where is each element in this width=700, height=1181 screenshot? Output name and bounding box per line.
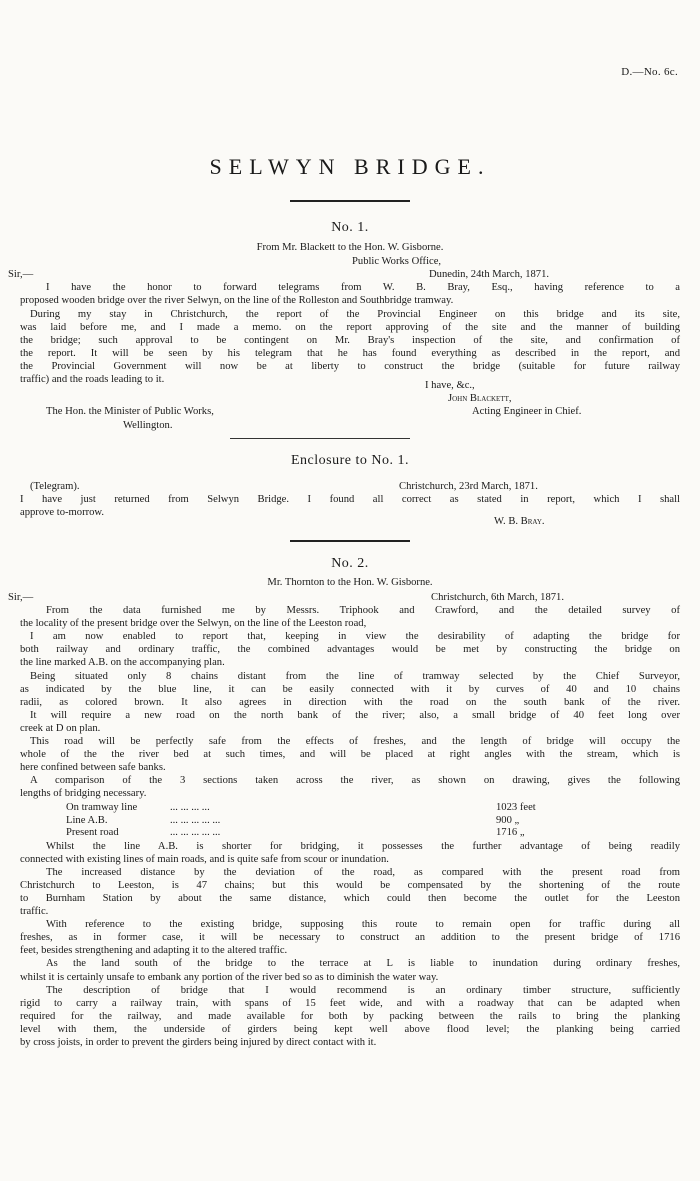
title-divider [290, 200, 410, 202]
paragraph-line: proposed wooden bridge over the river Selwyn, on the line of the Rolleston and Southbridge tramway. [20, 295, 454, 306]
paragraph-line: required for the railway, and made available for both by packing between the rails to bring the planking [20, 1010, 680, 1022]
place-date-enclosure: Christchurch, 23rd March, 1871. [399, 481, 538, 492]
table-cell-value: 1716 „ [496, 827, 525, 838]
salutation-no2: Sir,— [8, 592, 34, 603]
table-cell-label: Line A.B. [66, 814, 108, 826]
table-cell-label: On tramway line [66, 802, 138, 813]
signer-name: John Blackett, [448, 393, 512, 404]
paragraph-line: traffic) and the roads leading to it. [20, 374, 165, 385]
place-date-no2: Christchurch, 6th March, 1871. [431, 592, 564, 603]
table-cell-leader: ... ... ... ... ... [170, 827, 221, 838]
addressee-line: The Hon. the Minister of Public Works, [46, 406, 214, 417]
section-heading-enclosure: Enclosure to No. 1. [291, 453, 409, 468]
paragraph-line: both railway and ordinary traffic, the combined advantages would be met by constructing the bridge on [20, 644, 680, 656]
paragraph-line: to Burnham Station by about the same distance, which could then become the outlet for the Leeston [20, 893, 680, 905]
paragraph-line: the report. It will be seen by his telegram that he has found everything as described in the report, and [20, 348, 680, 359]
paragraph-line: creek at D on plan. [20, 722, 101, 734]
document-reference: D.—No. 6c. [621, 66, 678, 78]
paragraph-line: whilst it is certainly unsafe to embank any portion of the river bed so as to diminish the water way. [20, 971, 439, 983]
place-date-no1: Dunedin, 24th March, 1871. [429, 269, 550, 280]
addressee-line: Wellington. [123, 420, 173, 431]
paragraph-line: This road will be perfectly safe from the effects of freshes, and the length of bridge will occupy the [30, 736, 680, 747]
paragraph-line: lengths of bridging necessary. [20, 788, 147, 800]
paragraph-line: A comparison of the 3 sections taken across the river, as shown on drawing, gives the following [30, 775, 680, 787]
signer-name: W. B. Bray. [494, 516, 545, 527]
paragraph-line: From the data furnished me by Messrs. Triphook and Crawford, and the detailed survey of [46, 605, 680, 616]
salutation-no1: Sir,— [8, 269, 34, 280]
paragraph-line: As the land south of the bridge to the terrace at L is liable to inundation during ordinary freshes, [46, 958, 680, 970]
paragraph-line: I have just returned from Selwyn Bridge. I found all correct as stated in report, which I shall [20, 494, 680, 505]
paragraph-line: was laid before me, and I made a memo. on the report approving of the site and the manner of building [20, 322, 680, 333]
from-line-no1: From Mr. Blackett to the Hon. W. Gisborne. [256, 242, 444, 253]
paragraph-line: I am now enabled to report that, keeping in view the desirability of adapting the bridge for [30, 631, 680, 643]
paragraph-line: It will require a new road on the north bank of the river; also, a small bridge of 40 feet long over [30, 709, 680, 721]
table-cell-leader: ... ... ... ... [170, 802, 210, 813]
paragraph-line: as indicated by the blue line, it can be easily connected with it by curves of 40 and 10 chains [20, 683, 680, 695]
paragraph-line: level with them, the underside of girders being kept well above flood level; the planking being carried [20, 1023, 680, 1035]
paragraph-line: the locality of the present bridge over the Selwyn, on the line of the Leeston road, [20, 618, 367, 630]
paragraph-line: freshes, as in former case, it will be necessary to construct an addition to the present bridge of 1716 [20, 932, 680, 944]
from-line-no2: Mr. Thornton to the Hon. W. Gisborne. [267, 577, 433, 588]
paragraph-line: the Provincial Government will now be at liberty to construct the bridge (suitable for future railway [20, 361, 680, 372]
table-cell-label: Present road [66, 827, 119, 838]
section-heading-no1: No. 1. [331, 220, 369, 235]
paragraph-line: During my stay in Christchurch, the report of the Provincial Engineer on this bridge and its site, [30, 309, 680, 320]
paragraph-line: rigid to carry a railway train, with spans of 15 feet wide, and with a roadway that can be adapted when [20, 997, 680, 1009]
paragraph-line: Being situated only 8 chains distant from the line of tramway selected by the Chief Surveyor, [30, 670, 680, 682]
paragraph-line: approve to-morrow. [20, 507, 105, 518]
paragraph-line: the bridge; such approval to be contingent on Mr. Bray's inspection of the site, and confirmation of [20, 335, 680, 346]
paragraph-line: the line marked A.B. on the accompanying plan. [20, 657, 225, 669]
signer-title: Acting Engineer in Chief. [472, 406, 582, 417]
telegram-label: (Telegram). [30, 481, 80, 492]
paragraph-line: traffic. [20, 906, 49, 918]
paragraph-line: radii, as colored brown. It also agrees in direction with the road on the south bank of the river. [20, 696, 680, 708]
table-cell-leader: ... ... ... ... ... [170, 814, 221, 826]
paragraph-line: connected with existing lines of main roads, and is quite safe from scour or inundation. [20, 854, 389, 866]
section-heading-no2: No. 2. [331, 556, 369, 571]
office-line: Public Works Office, [352, 256, 442, 267]
paragraph-line: I have the honor to forward telegrams from W. B. Bray, Esq., having reference to a [46, 282, 680, 293]
paragraph-line: Whilst the line A.B. is shorter for bridging, it possesses the further advantage of being readily [46, 841, 680, 852]
table-cell-value: 900 „ [496, 814, 520, 826]
paragraph-line: The description of bridge that I would recommend is an ordinary timber structure, sufficiently [46, 984, 680, 996]
section-divider [230, 438, 410, 439]
paragraph-line: feet, besides strengthening and adapting it to the altered traffic. [20, 945, 288, 957]
closing-line: I have, &c., [425, 380, 475, 391]
paragraph-line: whole of the the river bed at such times, and will be placed at right angles with the stream, which is [20, 749, 680, 761]
paragraph-line: The increased distance by the deviation of the road, as compared with the present road from [46, 867, 680, 879]
page-title: SELWYN BRIDGE. [209, 154, 491, 179]
section-divider [290, 540, 410, 542]
paragraph-line: by cross joists, in order to prevent the girders being injured by direct contact with it. [20, 1036, 377, 1048]
paragraph-line: Christchurch to Leeston, is 47 chains; but this would be compensated by the shortening of the route [20, 880, 680, 892]
paragraph-line: With reference to the existing bridge, supposing this route to remain open for traffic during all [46, 919, 680, 931]
table-cell-value: 1023 feet [496, 802, 536, 813]
paragraph-line: here confined between safe banks. [20, 762, 166, 774]
